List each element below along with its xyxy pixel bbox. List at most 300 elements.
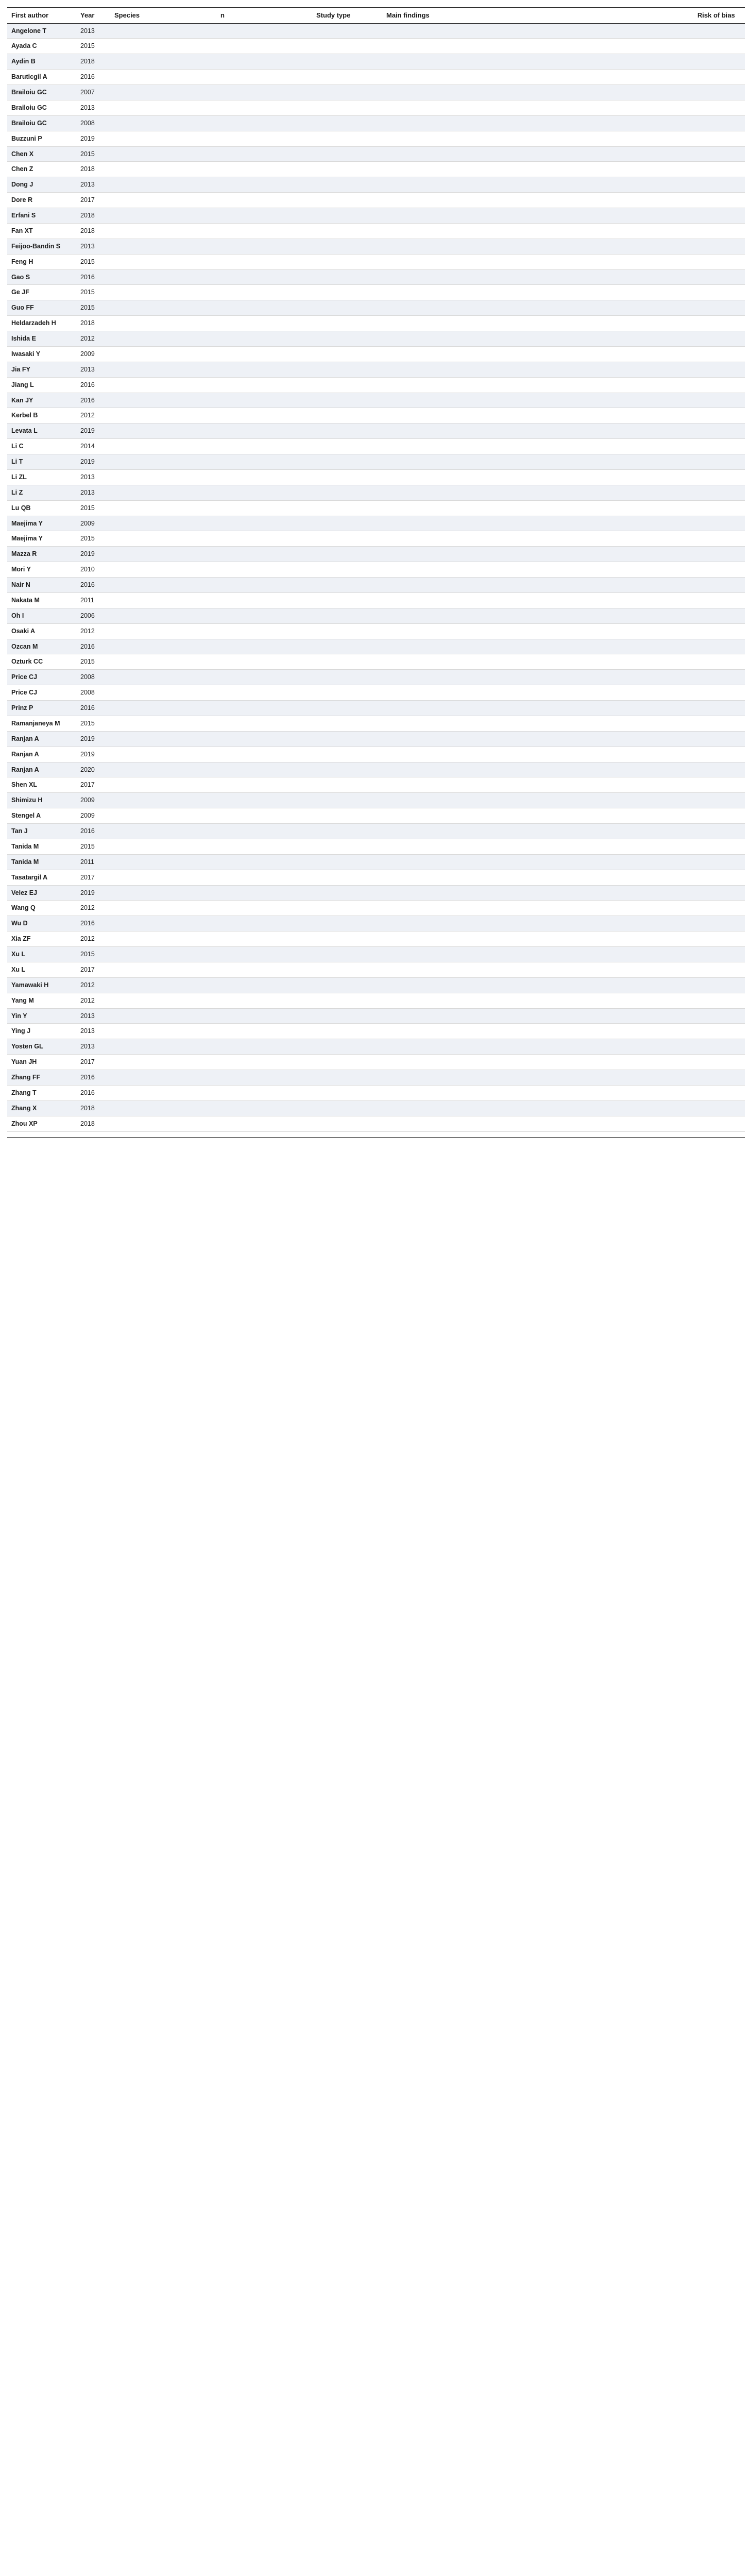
cell-main-findings	[382, 685, 693, 701]
cell-n	[216, 331, 312, 347]
cell-main-findings	[382, 254, 693, 269]
cell-main-findings	[382, 977, 693, 993]
cell-risk-of-bias	[693, 239, 745, 254]
cell-risk-of-bias	[693, 269, 745, 285]
cell-year: 2016	[76, 701, 110, 716]
cell-risk-of-bias	[693, 1116, 745, 1131]
cell-n	[216, 578, 312, 593]
cell-species	[110, 1039, 216, 1055]
cell-study-type	[312, 1008, 382, 1024]
cell-species	[110, 516, 216, 531]
cell-year: 2016	[76, 639, 110, 654]
cell-main-findings	[382, 331, 693, 347]
cell-risk-of-bias	[693, 39, 745, 54]
cell-year: 2016	[76, 1085, 110, 1100]
cell-risk-of-bias	[693, 54, 745, 70]
cell-risk-of-bias	[693, 115, 745, 131]
cell-first-author: Dore R	[7, 193, 76, 208]
cell-first-author: Ozcan M	[7, 639, 76, 654]
cell-n	[216, 793, 312, 808]
cell-risk-of-bias	[693, 516, 745, 531]
cell-risk-of-bias	[693, 1008, 745, 1024]
cell-first-author: Erfani S	[7, 208, 76, 224]
cell-main-findings	[382, 578, 693, 593]
cell-year: 2012	[76, 623, 110, 639]
cell-year: 2012	[76, 993, 110, 1008]
table-row	[7, 300, 745, 316]
cell-n	[216, 623, 312, 639]
cell-year: 2019	[76, 423, 110, 439]
cell-year: 2016	[76, 393, 110, 408]
cell-risk-of-bias	[693, 223, 745, 239]
cell-first-author: Lu QB	[7, 500, 76, 516]
cell-year: 2007	[76, 85, 110, 100]
table-row	[7, 162, 745, 177]
cell-first-author: Levata L	[7, 423, 76, 439]
table-row	[7, 747, 745, 762]
cell-study-type	[312, 131, 382, 146]
cell-year: 2013	[76, 362, 110, 377]
cell-species	[110, 1100, 216, 1116]
cell-main-findings	[382, 870, 693, 885]
cell-risk-of-bias	[693, 362, 745, 377]
cell-study-type	[312, 654, 382, 670]
cell-first-author: Aydin B	[7, 54, 76, 70]
cell-n	[216, 885, 312, 901]
cell-species	[110, 454, 216, 470]
cell-n	[216, 777, 312, 793]
cell-n	[216, 531, 312, 547]
cell-risk-of-bias	[693, 131, 745, 146]
cell-main-findings	[382, 193, 693, 208]
cell-risk-of-bias	[693, 592, 745, 608]
cell-species	[110, 85, 216, 100]
cell-risk-of-bias	[693, 947, 745, 962]
cell-year: 2015	[76, 254, 110, 269]
cell-study-type	[312, 485, 382, 500]
cell-year: 2012	[76, 931, 110, 947]
cell-year: 2006	[76, 608, 110, 623]
cell-risk-of-bias	[693, 1100, 745, 1116]
cell-risk-of-bias	[693, 701, 745, 716]
table-row	[7, 146, 745, 162]
cell-first-author: Ranjan A	[7, 731, 76, 747]
cell-year: 2013	[76, 1024, 110, 1039]
table-row	[7, 1116, 745, 1131]
cell-study-type	[312, 223, 382, 239]
table-row	[7, 500, 745, 516]
cell-year: 2009	[76, 346, 110, 362]
cell-study-type	[312, 808, 382, 824]
cell-first-author: Kan JY	[7, 393, 76, 408]
table-row	[7, 670, 745, 685]
cell-species	[110, 870, 216, 885]
cell-year: 2017	[76, 870, 110, 885]
table-row	[7, 916, 745, 931]
cell-study-type	[312, 1100, 382, 1116]
cell-year: 2016	[76, 578, 110, 593]
cell-species	[110, 485, 216, 500]
cell-n	[216, 716, 312, 731]
table-row	[7, 239, 745, 254]
table-row	[7, 592, 745, 608]
cell-species	[110, 762, 216, 777]
cell-risk-of-bias	[693, 747, 745, 762]
cell-risk-of-bias	[693, 331, 745, 347]
cell-species	[110, 1116, 216, 1131]
cell-main-findings	[382, 901, 693, 916]
cell-study-type	[312, 393, 382, 408]
cell-year: 2009	[76, 808, 110, 824]
cell-year: 2011	[76, 854, 110, 870]
cell-year: 2013	[76, 1039, 110, 1055]
cell-risk-of-bias	[693, 977, 745, 993]
cell-species	[110, 346, 216, 362]
cell-first-author: Mazza R	[7, 547, 76, 562]
cell-first-author: Ranjan A	[7, 747, 76, 762]
table-row	[7, 623, 745, 639]
cell-species	[110, 223, 216, 239]
cell-main-findings	[382, 162, 693, 177]
cell-study-type	[312, 1085, 382, 1100]
cell-year: 2019	[76, 747, 110, 762]
cell-year: 2008	[76, 685, 110, 701]
cell-species	[110, 854, 216, 870]
cell-species	[110, 608, 216, 623]
cell-risk-of-bias	[693, 485, 745, 500]
cell-main-findings	[382, 85, 693, 100]
table-row	[7, 469, 745, 485]
table-row	[7, 454, 745, 470]
cell-main-findings	[382, 223, 693, 239]
cell-n	[216, 916, 312, 931]
cell-n	[216, 285, 312, 300]
cell-species	[110, 731, 216, 747]
cell-year: 2018	[76, 316, 110, 331]
cell-n	[216, 654, 312, 670]
cell-species	[110, 423, 216, 439]
cell-risk-of-bias	[693, 377, 745, 393]
cell-risk-of-bias	[693, 870, 745, 885]
cell-species	[110, 901, 216, 916]
cell-first-author: Kerbel B	[7, 408, 76, 423]
cell-main-findings	[382, 639, 693, 654]
cell-n	[216, 747, 312, 762]
cell-study-type	[312, 623, 382, 639]
cell-year: 2014	[76, 439, 110, 454]
cell-main-findings	[382, 1008, 693, 1024]
cell-n	[216, 1055, 312, 1070]
table-row	[7, 854, 745, 870]
cell-species	[110, 377, 216, 393]
cell-risk-of-bias	[693, 1070, 745, 1086]
cell-main-findings	[382, 885, 693, 901]
cell-main-findings	[382, 562, 693, 578]
cell-species	[110, 23, 216, 39]
table-row	[7, 516, 745, 531]
cell-study-type	[312, 793, 382, 808]
cell-study-type	[312, 331, 382, 347]
cell-year: 2008	[76, 670, 110, 685]
cell-first-author: Brailoiu GC	[7, 100, 76, 115]
table-row	[7, 23, 745, 39]
cell-study-type	[312, 146, 382, 162]
cell-n	[216, 469, 312, 485]
cell-main-findings	[382, 269, 693, 285]
cell-study-type	[312, 1039, 382, 1055]
table-row	[7, 1008, 745, 1024]
cell-first-author: Zhang T	[7, 1085, 76, 1100]
cell-species	[110, 916, 216, 931]
cell-main-findings	[382, 485, 693, 500]
table-row	[7, 408, 745, 423]
cell-n	[216, 377, 312, 393]
cell-study-type	[312, 670, 382, 685]
cell-risk-of-bias	[693, 839, 745, 854]
table-row	[7, 131, 745, 146]
cell-year: 2018	[76, 1100, 110, 1116]
cell-risk-of-bias	[693, 731, 745, 747]
cell-first-author: Maejima Y	[7, 516, 76, 531]
table-row	[7, 547, 745, 562]
cell-n	[216, 547, 312, 562]
table-row	[7, 824, 745, 839]
cell-year: 2018	[76, 1116, 110, 1131]
cell-n	[216, 223, 312, 239]
cell-n	[216, 162, 312, 177]
cell-main-findings	[382, 993, 693, 1008]
cell-study-type	[312, 239, 382, 254]
table-row	[7, 423, 745, 439]
cell-n	[216, 300, 312, 316]
cell-species	[110, 331, 216, 347]
cell-species	[110, 793, 216, 808]
cell-year: 2012	[76, 331, 110, 347]
cell-first-author: Li C	[7, 439, 76, 454]
cell-study-type	[312, 208, 382, 224]
cell-study-type	[312, 177, 382, 193]
cell-main-findings	[382, 1116, 693, 1131]
cell-study-type	[312, 1070, 382, 1086]
cell-risk-of-bias	[693, 1055, 745, 1070]
cell-study-type	[312, 1116, 382, 1131]
cell-n	[216, 177, 312, 193]
cell-first-author: Gao S	[7, 269, 76, 285]
cell-study-type	[312, 578, 382, 593]
cell-first-author: Zhou XP	[7, 1116, 76, 1131]
cell-n	[216, 423, 312, 439]
cell-n	[216, 70, 312, 85]
table-row	[7, 716, 745, 731]
cell-first-author: Li T	[7, 454, 76, 470]
table-header-row	[7, 8, 745, 24]
cell-year: 2017	[76, 1055, 110, 1070]
cell-n	[216, 685, 312, 701]
cell-risk-of-bias	[693, 670, 745, 685]
cell-first-author: Jia FY	[7, 362, 76, 377]
cell-n	[216, 208, 312, 224]
cell-main-findings	[382, 300, 693, 316]
cell-year: 2012	[76, 408, 110, 423]
cell-n	[216, 439, 312, 454]
table-row	[7, 608, 745, 623]
cell-study-type	[312, 977, 382, 993]
cell-n	[216, 54, 312, 70]
cell-main-findings	[382, 608, 693, 623]
table-row	[7, 316, 745, 331]
cell-study-type	[312, 316, 382, 331]
cell-first-author: Chen X	[7, 146, 76, 162]
cell-n	[216, 731, 312, 747]
cell-n	[216, 962, 312, 977]
cell-species	[110, 993, 216, 1008]
cell-species	[110, 670, 216, 685]
cell-n	[216, 85, 312, 100]
cell-species	[110, 70, 216, 85]
cell-year: 2013	[76, 100, 110, 115]
cell-n	[216, 346, 312, 362]
cell-risk-of-bias	[693, 1039, 745, 1055]
cell-first-author: Brailoiu GC	[7, 85, 76, 100]
cell-risk-of-bias	[693, 608, 745, 623]
cell-species	[110, 269, 216, 285]
cell-risk-of-bias	[693, 454, 745, 470]
cell-study-type	[312, 839, 382, 854]
cell-risk-of-bias	[693, 531, 745, 547]
header-main-findings: Main findings	[382, 8, 693, 24]
cell-first-author: Li ZL	[7, 469, 76, 485]
cell-study-type	[312, 1024, 382, 1039]
cell-risk-of-bias	[693, 547, 745, 562]
cell-study-type	[312, 531, 382, 547]
header-study-type: Study type	[312, 8, 382, 24]
table-row	[7, 762, 745, 777]
cell-study-type	[312, 39, 382, 54]
cell-year: 2015	[76, 947, 110, 962]
table-row	[7, 70, 745, 85]
table-row	[7, 531, 745, 547]
cell-study-type	[312, 193, 382, 208]
cell-species	[110, 193, 216, 208]
cell-study-type	[312, 300, 382, 316]
cell-first-author: Nair N	[7, 578, 76, 593]
cell-n	[216, 931, 312, 947]
cell-main-findings	[382, 516, 693, 531]
cell-first-author: Zhang X	[7, 1100, 76, 1116]
cell-risk-of-bias	[693, 300, 745, 316]
cell-main-findings	[382, 654, 693, 670]
cell-n	[216, 824, 312, 839]
cell-main-findings	[382, 839, 693, 854]
cell-main-findings	[382, 500, 693, 516]
cell-species	[110, 500, 216, 516]
cell-n	[216, 1085, 312, 1100]
cell-study-type	[312, 162, 382, 177]
cell-first-author: Xu L	[7, 962, 76, 977]
table-row	[7, 701, 745, 716]
cell-first-author: Yang M	[7, 993, 76, 1008]
cell-main-findings	[382, 362, 693, 377]
cell-study-type	[312, 592, 382, 608]
cell-species	[110, 1055, 216, 1070]
table-row	[7, 885, 745, 901]
cell-n	[216, 839, 312, 854]
cell-first-author: Jiang L	[7, 377, 76, 393]
cell-main-findings	[382, 208, 693, 224]
cell-risk-of-bias	[693, 500, 745, 516]
cell-year: 2012	[76, 901, 110, 916]
cell-first-author: Dong J	[7, 177, 76, 193]
table-row	[7, 85, 745, 100]
cell-year: 2015	[76, 654, 110, 670]
cell-study-type	[312, 547, 382, 562]
cell-species	[110, 654, 216, 670]
cell-year: 2009	[76, 516, 110, 531]
cell-year: 2011	[76, 592, 110, 608]
cell-first-author: Iwasaki Y	[7, 346, 76, 362]
cell-n	[216, 608, 312, 623]
cell-year: 2015	[76, 146, 110, 162]
cell-risk-of-bias	[693, 408, 745, 423]
cell-species	[110, 439, 216, 454]
cell-study-type	[312, 608, 382, 623]
table-row	[7, 377, 745, 393]
cell-species	[110, 469, 216, 485]
cell-species	[110, 1085, 216, 1100]
cell-main-findings	[382, 854, 693, 870]
cell-year: 2019	[76, 547, 110, 562]
cell-year: 2019	[76, 885, 110, 901]
cell-species	[110, 592, 216, 608]
cell-species	[110, 408, 216, 423]
cell-first-author: Yin Y	[7, 1008, 76, 1024]
cell-first-author: Ozturk CC	[7, 654, 76, 670]
cell-first-author: Yosten GL	[7, 1039, 76, 1055]
cell-study-type	[312, 269, 382, 285]
cell-n	[216, 193, 312, 208]
table-row	[7, 1039, 745, 1055]
cell-n	[216, 592, 312, 608]
cell-first-author: Feijoo-Bandin S	[7, 239, 76, 254]
cell-n	[216, 762, 312, 777]
cell-first-author: Feng H	[7, 254, 76, 269]
cell-risk-of-bias	[693, 85, 745, 100]
cell-study-type	[312, 824, 382, 839]
cell-year: 2018	[76, 208, 110, 224]
cell-first-author: Brailoiu GC	[7, 115, 76, 131]
cell-risk-of-bias	[693, 962, 745, 977]
cell-risk-of-bias	[693, 177, 745, 193]
cell-species	[110, 547, 216, 562]
header-n: n	[216, 8, 312, 24]
cell-study-type	[312, 377, 382, 393]
cell-n	[216, 670, 312, 685]
header-species: Species	[110, 8, 216, 24]
table-row	[7, 870, 745, 885]
cell-n	[216, 454, 312, 470]
cell-risk-of-bias	[693, 578, 745, 593]
table-row	[7, 1100, 745, 1116]
cell-n	[216, 239, 312, 254]
cell-species	[110, 839, 216, 854]
header-risk-of-bias: Risk of bias	[693, 8, 745, 24]
cell-study-type	[312, 639, 382, 654]
cell-risk-of-bias	[693, 1024, 745, 1039]
cell-main-findings	[382, 670, 693, 685]
table-row	[7, 562, 745, 578]
cell-n	[216, 701, 312, 716]
cell-first-author: Xu L	[7, 947, 76, 962]
